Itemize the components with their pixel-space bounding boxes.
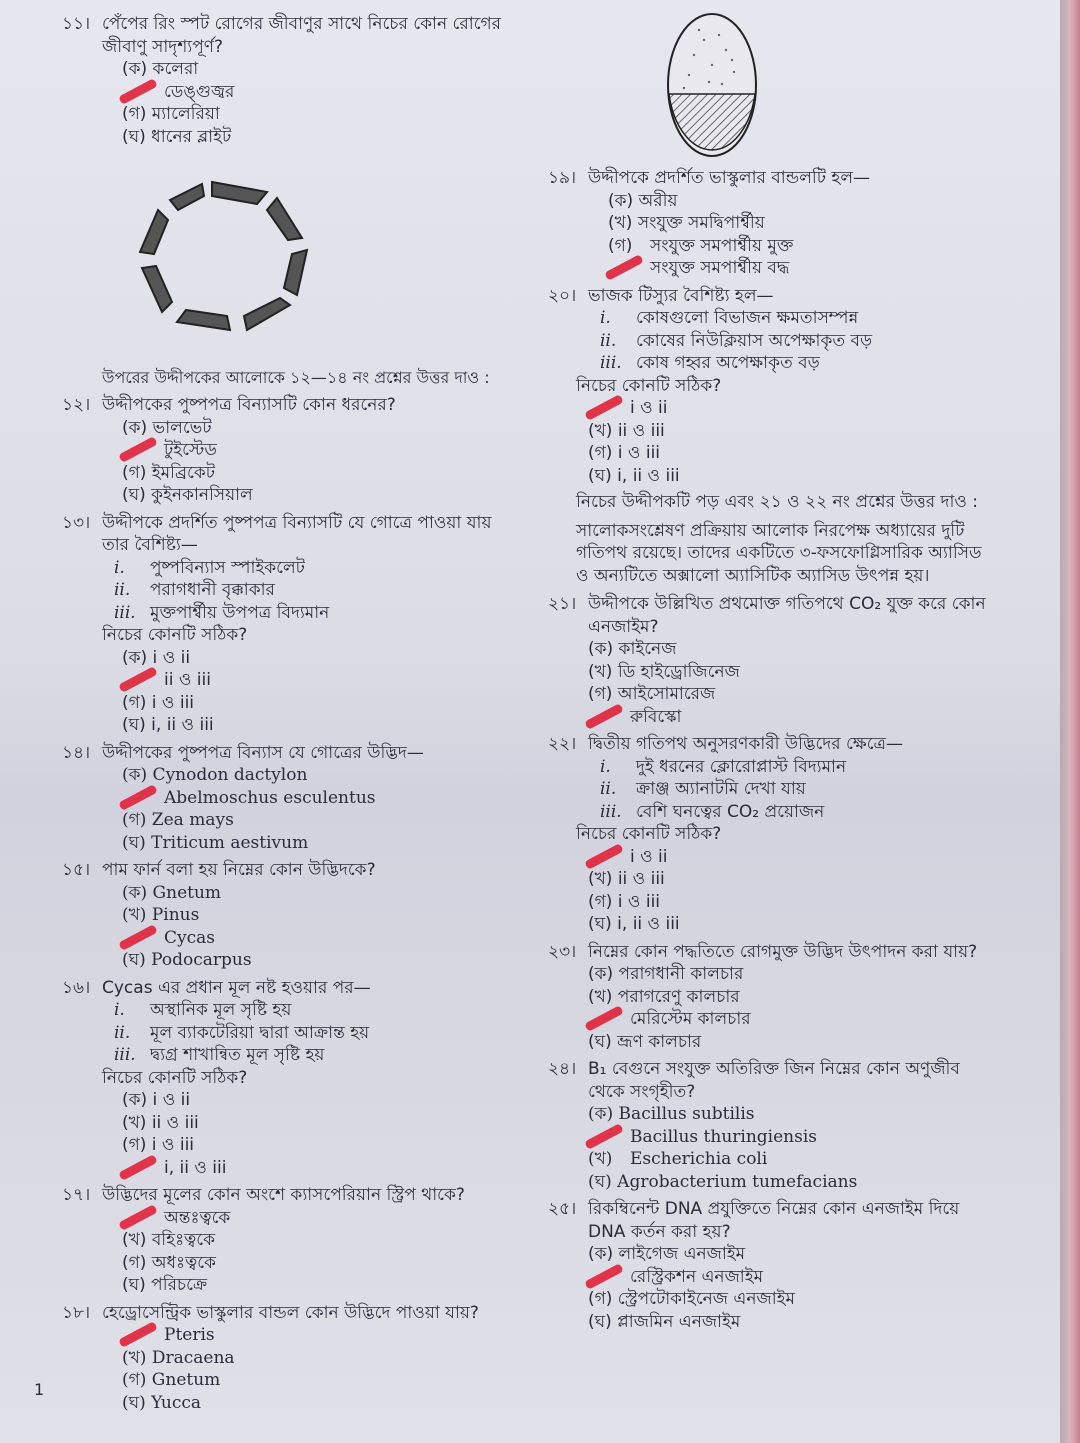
option-text: (ক) অরীয় (608, 190, 678, 211)
option-text: (ক) Bacillus subtilis (588, 1104, 755, 1124)
statement (114, 579, 512, 602)
statement (600, 330, 988, 353)
question-21 (548, 593, 988, 728)
option-text: (ঘ) i, ii ও iii (122, 715, 214, 735)
question-text: পেঁপের রিং স্পট রোগের জীবাণুর সাথে নিচের কোন রোগের জীবাণু সাদৃশ্যপূর্ণ? (102, 14, 502, 57)
option-text: (ঘ) ধানের ব্লাইট (122, 126, 232, 147)
question-25 (548, 1198, 988, 1333)
page-number: 1 (34, 1380, 45, 1399)
question-15 (62, 859, 512, 972)
option-text: রেস্ট্রিকশন এনজাইম (630, 1266, 764, 1287)
option-text: (খ) ডি হাইড্রোজিনেজ (588, 661, 740, 682)
option-marked (588, 1008, 988, 1031)
option-text: (খ) Dracaena (122, 1347, 235, 1368)
option (588, 963, 988, 986)
option-text: অন্তঃত্বকে (164, 1207, 231, 1228)
option-text: (গ) ম্যালেরিয়া (122, 104, 220, 124)
option (588, 891, 988, 914)
option-text: (খ) Pinus (122, 905, 200, 925)
question-number: ১২। (62, 395, 91, 415)
option-text: (ক) কাইনেজ (588, 639, 677, 659)
statement-text: মুক্তপার্শ্বীয় উপপত্র বিদ্যমান (150, 602, 330, 623)
option-text: (ঘ) Yucca (122, 1392, 202, 1413)
statement (114, 999, 512, 1022)
which-correct: নিচের কোনটি সঠিক? (576, 824, 722, 844)
option-marked (588, 1266, 988, 1289)
tick-mark (584, 394, 624, 421)
option (588, 1171, 988, 1194)
statement-text: কোষের নিউক্লিয়াস অপেক্ষাকৃত বড় (636, 330, 873, 351)
statement-roman: iii. (600, 353, 622, 373)
statement-text: পরাগধানী বৃক্কাকার (150, 580, 275, 600)
tick-mark (118, 924, 158, 951)
option-text: (খ) ii ও iii (588, 869, 665, 889)
tick-mark (118, 1204, 158, 1231)
option-text: (ক) পরাগধানী কালচার (588, 964, 744, 984)
twisted-petals-diagram (62, 170, 362, 340)
option-text: রুবিস্কো (630, 706, 682, 727)
statement-text: কোষগুলো বিভাজন ক্ষমতাসম্পন্ন (636, 308, 859, 328)
question-text: পাম ফার্ন বলা হয় নিম্নের কোন উদ্ভিদকে? (102, 860, 376, 880)
option (122, 949, 512, 972)
question-number: ১৮। (62, 1302, 91, 1323)
option-text: (গ) i ও iii (122, 1135, 195, 1155)
question-number: ১৭। (62, 1185, 91, 1205)
question-number: ১৪। (62, 742, 91, 763)
option (588, 986, 988, 1009)
option-text: (ঘ) Agrobacterium tumefacians (588, 1171, 858, 1192)
option (588, 913, 988, 936)
option-text: সংযুক্ত সমপার্শ্বীয় মুক্ত (650, 235, 794, 256)
option-text: (ঘ) প্লাজমিন এনজাইম (588, 1311, 741, 1332)
question-13 (62, 512, 512, 737)
statement-text: পুষ্পবিন্যাস স্পাইকলেট (150, 557, 305, 578)
which-correct: নিচের কোনটি সঠিক? (102, 1067, 248, 1088)
tick-mark (118, 78, 158, 105)
option-text: ii ও iii (164, 670, 211, 690)
which-correct: নিচের কোনটি সঠিক? (102, 625, 248, 645)
tick-mark (584, 1005, 624, 1032)
statement-roman: i. (114, 1000, 125, 1020)
statement-text: কোষ গহ্বর অপেক্ষাকৃত বড় (636, 353, 820, 373)
option (122, 1347, 512, 1370)
option-marked (588, 1126, 988, 1149)
option (122, 1274, 512, 1297)
option (122, 764, 512, 787)
statement-text: অস্থানিক মূল সৃষ্টি হয় (150, 1000, 292, 1020)
question-22 (548, 733, 988, 936)
option (122, 1112, 512, 1135)
statement-roman: i. (600, 308, 611, 328)
question-text: রিকম্বিনেন্ট DNA প্রযুক্তিতে নিম্নের কোন এনজাইম দিয়ে DNA কর্তন করা হয়? (588, 1199, 960, 1242)
option (122, 58, 512, 81)
question-14 (62, 742, 512, 855)
statement (600, 352, 988, 375)
option-text: (গ) i ও iii (588, 443, 661, 463)
option (122, 904, 512, 927)
option-marked (588, 846, 988, 869)
option-text: (গ) Zea mays (122, 810, 234, 830)
option-text: (খ) সংযুক্ত সমদ্বিপার্শ্বীয় (608, 213, 765, 233)
option-text: (খ) ii ও iii (588, 420, 665, 441)
tick-mark (118, 1321, 158, 1348)
option (122, 1392, 512, 1415)
option-marked (122, 1157, 512, 1180)
question-24 (548, 1058, 988, 1193)
option (588, 1243, 988, 1266)
tick-mark (118, 784, 158, 811)
tick-mark (604, 254, 644, 281)
question-number: ২৩। (548, 941, 577, 962)
option-marked (122, 787, 512, 810)
question-16 (62, 977, 512, 1180)
question-19 (548, 167, 988, 280)
question-text: উদ্দীপকে প্রদর্শিত ভাস্কুলার বান্ডলটি হল— (588, 168, 871, 188)
which-correct: নিচের কোনটি সঠিক? (576, 375, 722, 396)
tick-mark (584, 703, 624, 730)
option-text: (খ) বহিঃত্বকে (122, 1230, 215, 1250)
right-column (548, 162, 988, 1333)
question-number: ২৪। (548, 1059, 577, 1079)
option-text: (ঘ) Triticum aestivum (122, 832, 309, 853)
option-text: (খ) ii ও iii (122, 1112, 199, 1133)
question-text: উদ্দীপকের পুষ্পপত্র বিন্যাসটি কোন ধরনের? (102, 395, 396, 415)
option (122, 462, 512, 485)
option-text: Bacillus thuringiensis (630, 1126, 817, 1147)
option (122, 1229, 512, 1252)
question-number: ১৫। (62, 860, 91, 880)
option (122, 126, 512, 149)
statement (600, 778, 988, 801)
statement (114, 557, 512, 580)
question-text: উদ্দীপকে উল্লিখিত প্রথমোক্ত গতিপথে CO₂ যুক্ত করে কোন এনজাইম? (588, 594, 986, 637)
option-text: (ঘ) ভ্রূণ কালচার (588, 1031, 702, 1052)
option-text: (খ) পরাগরেণু কালচার (588, 986, 740, 1007)
option (122, 1252, 512, 1275)
option (608, 190, 988, 213)
option-text: (গ) i ও iii (122, 692, 195, 713)
option-text: (ঘ) i, ii ও iii (588, 914, 680, 934)
option (122, 882, 512, 905)
question-text: হেড্রোসেন্ট্রিক ভাস্কুলার বান্ডল কোন উদ্ভিদে পাওয়া যায়? (102, 1302, 479, 1323)
question-number: ১৯। (548, 168, 577, 188)
background-edge (1060, 0, 1080, 1443)
statement-roman: ii. (114, 1022, 131, 1043)
option-marked (122, 439, 512, 462)
option (608, 212, 988, 235)
option (588, 1031, 988, 1054)
statement-text: দ্ব্যগ্র শাখান্বিত মূল সৃষ্টি হয় (150, 1045, 325, 1065)
left-column (62, 8, 512, 1414)
question-12 (62, 394, 512, 507)
statement (600, 801, 988, 824)
statement-roman: i. (600, 756, 611, 777)
option: (গ) সংযুক্ত সমপার্শ্বীয় মুক্ত (608, 235, 794, 256)
option-text: (গ) Gnetum (122, 1370, 221, 1390)
option-text: মেরিস্টেম কালচার (630, 1009, 751, 1029)
tick-mark (584, 1263, 624, 1290)
question-11 (62, 13, 512, 148)
passage-text: সালোকসংশ্লেষণ প্রক্রিয়ায় আলোক নিরপেক্ষ অধ্যায়ের দুটি গতিপথ রয়েছে। তাদের একটিতে ৩-ফসফোগ্লিসারিক অ্যাসিড ও অন্যটিতে অক্সালো অ্যাসিটিক অ্যাসিড উৎপন্ন হয়। (576, 520, 982, 586)
statement (114, 1022, 512, 1045)
option-text: (গ) i ও iii (588, 891, 661, 912)
option (588, 1311, 988, 1334)
question-number: ২১। (548, 594, 577, 614)
option (588, 661, 988, 684)
tick-mark (118, 436, 158, 463)
statement-roman: ii. (114, 580, 131, 600)
option (588, 465, 988, 488)
option-marked (122, 1207, 512, 1230)
option-text: (ক) Cynodon dactylon (122, 765, 308, 785)
option-text: i ও ii (630, 846, 668, 867)
option (122, 692, 512, 715)
option-text: Escherichia coli (630, 1149, 768, 1169)
option (588, 442, 988, 465)
question-number: ২৫। (548, 1199, 577, 1219)
option-marked (122, 927, 512, 950)
option-text: (ক) i ও ii (122, 1090, 191, 1110)
option-text: Abelmoschus esculentus (164, 787, 376, 808)
question-text: দ্বিতীয় গতিপথ অনুসরণকারী উদ্ভিদের ক্ষেত্রে— (588, 734, 904, 754)
option-marked (608, 257, 988, 280)
statement-roman: iii. (600, 801, 622, 822)
option-text: সংযুক্ত সমপার্শ্বীয় বদ্ধ (650, 258, 790, 278)
question-number: ২২। (548, 734, 577, 754)
option-text: (ক) ভালভেট (122, 417, 212, 438)
tick-mark (118, 666, 158, 693)
option (122, 647, 512, 670)
option-marked (122, 1324, 512, 1347)
question-18 (62, 1302, 512, 1415)
option (588, 683, 988, 706)
option-text: (ক) কলেরা (122, 59, 199, 79)
option-text: (ঘ) কুইনকানসিয়াল (122, 485, 253, 505)
statement-text: বেশি ঘনত্বের CO₂ প্রয়োজন (636, 801, 825, 822)
statement-roman: ii. (600, 330, 617, 351)
statement-text: দুই ধরনের ক্লোরোপ্লাস্ট বিদ্যমান (636, 756, 847, 777)
option (122, 809, 512, 832)
option (122, 714, 512, 737)
option (588, 868, 988, 891)
passage-intro: নিচের উদ্দীপকটি পড় এবং ২১ ও ২২ নং প্রশ্নের উত্তর দাও : (576, 492, 979, 512)
option-text: ডেঙ্গুজ্বর (164, 81, 235, 102)
question-text: উদ্দীপকে প্রদর্শিত পুষ্পপত্র বিন্যাসটি যে গোত্রে পাওয়া যায় তার বৈশিষ্ট্য— (102, 512, 492, 555)
statement (600, 307, 988, 330)
question-number: ১৬। (62, 977, 91, 998)
option-text: (ক) i ও ii (122, 647, 191, 668)
option (122, 1089, 512, 1112)
option-text: (ঘ) Podocarpus (122, 950, 252, 970)
option (122, 832, 512, 855)
option-text: (গ) ইমব্রিকেট (122, 462, 216, 483)
option (122, 417, 512, 440)
option-text: (গ) অধঃত্বকে (122, 1252, 216, 1273)
statement-roman: ii. (600, 779, 617, 799)
tick-mark (584, 843, 624, 870)
question-text: ভাজক টিস্যুর বৈশিষ্ট্য হল— (588, 285, 774, 306)
tick-mark (584, 1123, 624, 1150)
option (588, 1103, 988, 1126)
option (122, 103, 512, 126)
option-text: (গ) আইসোমারেজ (588, 684, 716, 704)
option (122, 484, 512, 507)
question-17 (62, 1184, 512, 1297)
option (588, 420, 988, 443)
option (122, 1369, 512, 1392)
option-text: (ক) Gnetum (122, 882, 222, 903)
option (122, 1134, 512, 1157)
tick-mark (118, 1154, 158, 1181)
option-text: টুইস্টেড (164, 440, 217, 460)
question-text: উদ্দীপকের পুষ্পপত্র বিন্যাস যে গোত্রের উদ্ভিদ— (102, 742, 424, 763)
option-text: i ও ii (630, 398, 668, 418)
question-number: ২০। (548, 285, 577, 306)
question-23 (548, 941, 988, 1054)
option (588, 1288, 988, 1311)
option-text: Pteris (164, 1325, 215, 1345)
question-number: ১১। (62, 14, 91, 34)
aestivation-figure (62, 170, 512, 347)
option-text: Cycas (164, 927, 215, 948)
option-marked (122, 669, 512, 692)
option-text: (গ) স্ট্রেপটোকাইনেজ এনজাইম (588, 1289, 795, 1309)
option: (খ) Escherichia coli (588, 1149, 768, 1169)
option-marked (588, 706, 988, 729)
option-text: (ঘ) i, ii ও iii (588, 465, 680, 486)
question-20 (548, 285, 988, 488)
option-text: (ঘ) পরিচক্রে (122, 1275, 208, 1295)
option-text: i, ii ও iii (164, 1157, 227, 1178)
question-text: উদ্ভিদের মূলের কোন অংশে ক্যাসপেরিয়ান স্ট্রিপ থাকে? (102, 1185, 465, 1205)
vascular-bundle-figure (664, 10, 760, 160)
option-marked (588, 397, 988, 420)
statement-roman: iii. (114, 602, 136, 623)
stimulus-caption: উপরের উদ্দীপকের আলোকে ১২—১৪ নং প্রশ্নের উত্তর দাও : (102, 367, 490, 387)
question-number: ১৩। (62, 512, 91, 533)
statement-roman: iii. (114, 1045, 136, 1065)
option (588, 638, 988, 661)
question-text: Cycas এর প্রধান মূল নষ্ট হওয়ার পর— (102, 977, 371, 998)
question-text: B₁ বেগুনে সংযুক্ত অতিরিক্ত জিন নিম্নের কোন অণুজীব থেকে সংগৃহীত? (588, 1059, 960, 1102)
statement-text: মূল ব্যাকটেরিয়া দ্বারা আক্রান্ত হয় (150, 1022, 370, 1043)
statement (114, 602, 512, 625)
statement-roman: i. (114, 557, 125, 578)
option-marked (122, 81, 512, 104)
option-text: (ক) লাইগেজ এনজাইম (588, 1244, 746, 1264)
statement (600, 756, 988, 779)
question-text: নিম্নের কোন পদ্ধতিতে রোগমুক্ত উদ্ভিদ উৎপাদন করা যায়? (588, 941, 978, 962)
statement-text: ক্রাঞ্জ অ্যানাটমি দেখা যায় (636, 779, 806, 799)
statement (114, 1044, 512, 1067)
